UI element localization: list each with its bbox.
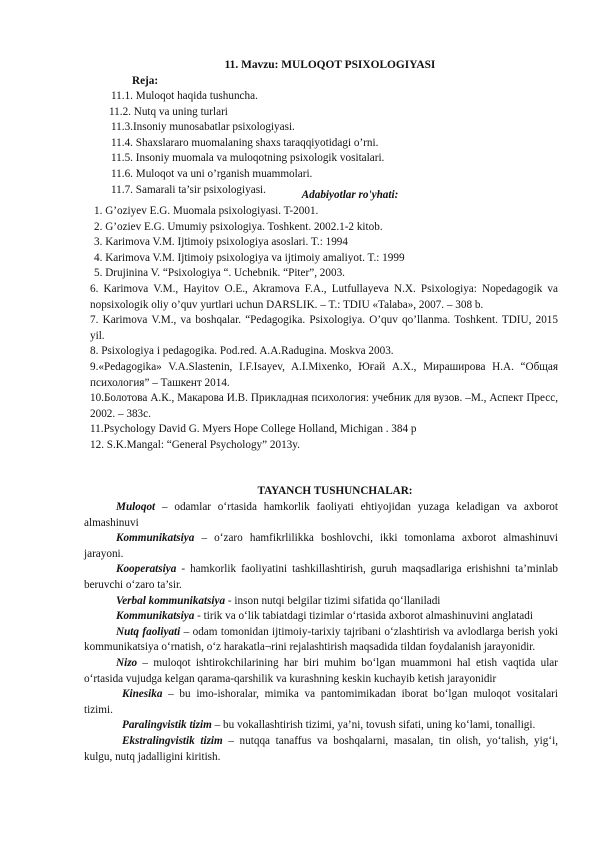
concept-entry: [84, 687, 558, 718]
literature-item: 9.«Pedagogika» V.A.Slastenin, I.F.Isayev, A.I.Mixenko, Юғай А.Х., Мираширова Н.А. “Общая психология” – Ташкент 2014.: [90, 360, 558, 389]
literature-item: 11.Psychology David G. Myers Hope College Holland, Michigan . 384 p: [90, 423, 417, 436]
concept-entry: [84, 531, 558, 562]
concept-term: Nutq faoliyati: [116, 625, 181, 638]
literature-item: 7. Karimova V.M., va boshqalar. “Pedagogika. Psixologiya. O’quv qo’llanma. Toshkent. TDIU, 2015 yil.: [90, 314, 558, 342]
plan-item: 11.6. Muloqot va uni o’rganish muammolari.: [111, 167, 313, 180]
concept-definition: – o‘zaro hamfikrlilikka boshlovchi, ikki tomonlama axborot almashinuvi jarayoni.: [84, 532, 558, 560]
literature-item: 10.Болотова А.К., Макарова И.В. Прикладная психология: учебник для вузов. –М., Аспект Пресс, 2002. – 383с.: [90, 392, 558, 420]
concept-term: Kommunikatsiya: [116, 532, 195, 545]
concept-definition: – nutqqa tanaffus va boshqalarni, masalan, tin olish, yo‘talish, yig‘i, kulgu, nutq jadalligini kiritish.: [84, 734, 558, 763]
literature-item: 6. Karimova V.M., Hayitov O.E., Akramova F.A., Lutfullayeva N.X. Psixologiya: Nopedagogik va nopsixologik oliy o’quv yurtlari uchun DARSLIK. – T.: TDIU «Talaba», 2007. – 308 b.: [90, 282, 558, 311]
key-concepts-heading: TAYANCH TUSHUNCHALAR:: [257, 485, 413, 497]
literature-item: 1. G’oziyev E.G. Muomala psixologiyasi. T-2001.: [94, 205, 319, 217]
plan-item: 11.3.Insoniy munosabatlar psixologiyasi.: [111, 121, 295, 134]
literature-item: 2. G’oziev E.G. Umumiy psixologiya. Toshkent. 2002.1-2 kitob.: [94, 220, 383, 233]
concept-term: Verbal kommunikatsiya: [116, 594, 226, 607]
concept-term: Kooperatsiya: [116, 563, 177, 576]
concept-term: Kommunikatsiya: [116, 610, 195, 623]
concept-definition: – bu imo-ishoralar, mimika va pantomimikadan iborat bo‘lgan muloqot vositalari tizimi.: [84, 688, 558, 716]
concept-entry: [84, 562, 558, 593]
literature-item: 12. S.K.Mangal: “General Psychology” 2013y.: [90, 438, 300, 451]
literature-item: 5. Drujinina V. “Psixologiya “. Uchebnik. “Piter”, 2003.: [94, 267, 345, 280]
concept-definition: – muloqot ishtirokchilarining har biri muhim bo‘lgan muammoni hal etish vaqtida ular o‘rtasida vujudga kelgan qarama-qarshilik va kurashning keskin kuchayib ketish jarayonidir: [84, 656, 558, 685]
plan-item: 11.7. Samarali ta’sir psixologiyasi.: [111, 183, 266, 196]
concept-entry: [84, 718, 558, 734]
concept-definition: – odamlar o‘rtasida hamkorlik faoliyati ehtiyojidan yuzaga keladigan va axborot almashinuvi: [84, 501, 558, 529]
plan-list: [111, 89, 384, 198]
concept-entry: [84, 594, 558, 610]
literature-item: 4. Karimova V.M. Ijtimoiy psixologiya va ijtimoiy amaliyot. T.: 1999: [94, 251, 405, 264]
concept-definition: - hamkorlik faoliyatini tashkillashtirish, guruh maqsadlariga erishishni ta’minlab beruvchi o‘zaro ta’sir.: [84, 563, 558, 591]
concept-entry: [84, 609, 558, 625]
plan-item: 11.1. Muloqot haqida tushuncha.: [111, 90, 258, 102]
concept-entry: [84, 500, 558, 531]
concept-term: Kinesika: [122, 688, 163, 701]
concept-entry: [84, 656, 558, 687]
page-title: 11. Mavzu: MULOQOT PSIXOLOGIYASI: [224, 59, 436, 71]
concept-term: Nizo: [116, 656, 138, 669]
plan-item: 11.2. Nutq va uning turlari: [109, 105, 228, 118]
concept-term: Ekstralingvistik tizim: [122, 734, 223, 747]
concept-definition: – bu vokallashtirish tizimi, ya’ni, tovush sifati, uning ko‘lami, tonalligi.: [211, 719, 536, 732]
concept-entry: [84, 734, 558, 765]
plan-heading: Reja:: [132, 75, 159, 87]
concept-term: Paralingvistik tizim: [122, 719, 212, 732]
key-concepts-list: [84, 500, 558, 765]
concept-definition: - tirik va o‘lik tabiatdagi tizimlar o‘rtasida axborot almashinuvini anglatadi: [194, 610, 533, 623]
concept-definition: – odam tomonidan ijtimoiy-tarixiy tajribani o‘zlashtirish va avlodlarga berish yoki kommunikatsiya o‘rnatish, o‘z harakatla¬rini rejalashtirish maqsadida tildan foydalanish jarayonidir.: [84, 625, 558, 654]
concept-term: Muloqot: [116, 501, 156, 513]
literature-item: 3. Karimova V.M. Ijtimoiy psixologiya asoslari. T.: 1994: [94, 236, 348, 249]
literature-list: [90, 204, 558, 454]
literature-item: 8. Psixologiya i pedagogika. Pod.red. A.A.Radugina. Moskva 2003.: [90, 345, 394, 358]
plan-item: 11.4. Shaxslararo muomalaning shaxs taraqqiyotidagi o’rni.: [111, 136, 379, 149]
concept-entry: [84, 625, 558, 656]
concept-definition: - inson nutqi belgilar tizimi sifatida qo‘llaniladi: [225, 594, 441, 607]
literature-heading: Adabiyotlar ro'yhati:: [301, 189, 399, 201]
plan-item: 11.5. Insoniy muomala va muloqotning psixologik vositalari.: [111, 152, 385, 165]
